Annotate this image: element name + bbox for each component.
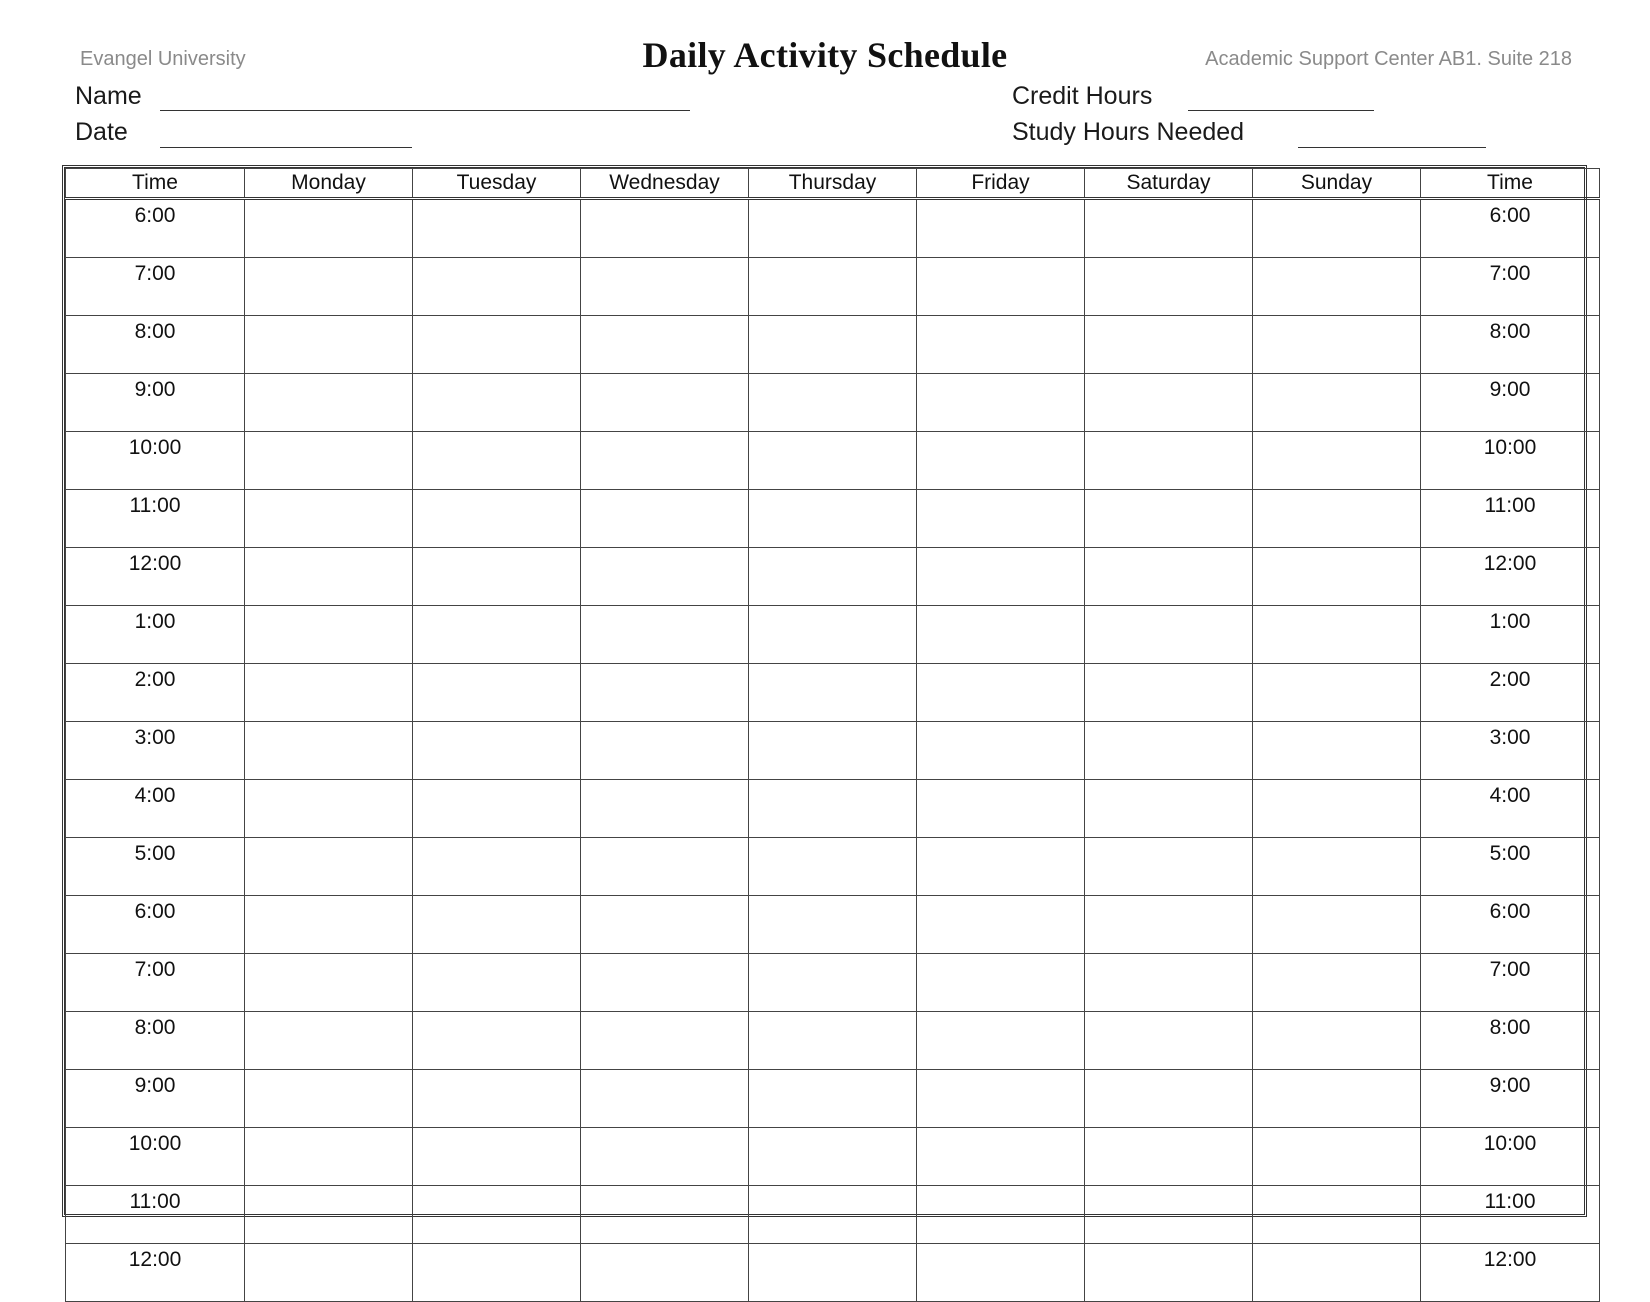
time-label-left: 10:00 [66,432,245,490]
schedule-cell[interactable] [581,722,749,780]
name-field[interactable] [160,110,690,111]
schedule-cell[interactable] [245,1128,413,1186]
schedule-cell[interactable] [1253,838,1421,896]
time-label-left: 11:00 [66,490,245,548]
schedule-cell[interactable] [413,1128,581,1186]
study-hours-label: Study Hours Needed [1012,118,1245,146]
schedule-cell[interactable] [1085,490,1253,548]
schedule-cell[interactable] [245,664,413,722]
time-label-left: 8:00 [66,1012,245,1070]
schedule-cell[interactable] [1085,1244,1253,1302]
schedule-cell[interactable] [413,1012,581,1070]
column-header: Friday [917,169,1085,199]
schedule-cell[interactable] [413,374,581,432]
time-label-right: 11:00 [1421,1186,1600,1244]
schedule-cell[interactable] [413,722,581,780]
schedule-cell[interactable] [413,199,581,258]
time-label-left: 1:00 [66,606,245,664]
schedule-cell[interactable] [245,722,413,780]
time-label-right: 4:00 [1421,780,1600,838]
schedule-cell[interactable] [581,838,749,896]
schedule-cell[interactable] [581,1186,749,1244]
schedule-cell[interactable] [749,1244,917,1302]
schedule-cell[interactable] [917,838,1085,896]
schedule-cell[interactable] [917,199,1085,258]
time-label-right: 2:00 [1421,664,1600,722]
schedule-body [66,199,1600,1302]
schedule-cell[interactable] [581,1070,749,1128]
schedule-cell[interactable] [1253,1012,1421,1070]
schedule-cell[interactable] [413,954,581,1012]
time-label-left: 2:00 [66,664,245,722]
schedule-cell[interactable] [245,199,413,258]
schedule-cell[interactable] [1253,548,1421,606]
schedule-cell[interactable] [1253,258,1421,316]
column-header: Time [66,169,245,199]
schedule-cell[interactable] [1085,258,1253,316]
schedule-cell[interactable] [581,1128,749,1186]
time-label-left: 9:00 [66,1070,245,1128]
schedule-cell[interactable] [245,374,413,432]
schedule-cell[interactable] [1085,374,1253,432]
schedule-cell[interactable] [917,490,1085,548]
time-label-right: 7:00 [1421,258,1600,316]
schedule-cell[interactable] [413,896,581,954]
time-row [66,432,1600,490]
schedule-cell[interactable] [413,1244,581,1302]
schedule-cell[interactable] [917,780,1085,838]
header-row [66,169,1600,199]
time-label-left: 10:00 [66,1128,245,1186]
time-label-right: 11:00 [1421,490,1600,548]
time-label-left: 7:00 [66,954,245,1012]
time-label-left: 6:00 [66,199,245,258]
schedule-cell[interactable] [1085,896,1253,954]
column-header: Saturday [1085,169,1253,199]
schedule-cell[interactable] [1085,954,1253,1012]
schedule-cell[interactable] [1253,432,1421,490]
schedule-cell[interactable] [749,490,917,548]
schedule-cell[interactable] [917,896,1085,954]
schedule-cell[interactable] [917,664,1085,722]
schedule-cell[interactable] [581,954,749,1012]
schedule-cell[interactable] [749,1128,917,1186]
schedule-cell[interactable] [245,954,413,1012]
schedule-cell[interactable] [581,548,749,606]
date-field[interactable] [160,147,412,148]
schedule-cell[interactable] [917,1012,1085,1070]
schedule-cell[interactable] [245,1070,413,1128]
time-label-right: 7:00 [1421,954,1600,1012]
schedule-cell[interactable] [413,1186,581,1244]
schedule-cell[interactable] [917,1070,1085,1128]
schedule-cell[interactable] [581,432,749,490]
schedule-cell[interactable] [413,548,581,606]
time-label-right: 5:00 [1421,838,1600,896]
column-header: Monday [245,169,413,199]
time-label-right: 12:00 [1421,548,1600,606]
schedule-cell[interactable] [245,838,413,896]
time-row [66,1244,1600,1302]
schedule-cell[interactable] [1085,1070,1253,1128]
schedule-cell[interactable] [581,374,749,432]
time-label-right: 6:00 [1421,199,1600,258]
schedule-cell[interactable] [1085,780,1253,838]
schedule-cell[interactable] [413,1070,581,1128]
time-row [66,896,1600,954]
schedule-cell[interactable] [1085,1186,1253,1244]
schedule-cell[interactable] [1253,954,1421,1012]
schedule-cell[interactable] [1253,1128,1421,1186]
time-row [66,1186,1600,1244]
column-header: Tuesday [413,169,581,199]
schedule-cell[interactable] [749,258,917,316]
schedule-cell[interactable] [1085,316,1253,374]
time-row [66,316,1600,374]
schedule-cell[interactable] [1085,432,1253,490]
credit-hours-field[interactable] [1188,110,1374,111]
time-label-left: 8:00 [66,316,245,374]
schedule-table [65,168,1600,1302]
time-label-left: 12:00 [66,548,245,606]
schedule-cell[interactable] [917,606,1085,664]
schedule-cell[interactable] [1253,374,1421,432]
time-row [66,722,1600,780]
schedule-cell[interactable] [245,258,413,316]
schedule-cell[interactable] [749,548,917,606]
schedule-cell[interactable] [749,316,917,374]
time-label-right: 9:00 [1421,374,1600,432]
schedule-cell[interactable] [917,1244,1085,1302]
schedule-cell[interactable] [1253,1070,1421,1128]
schedule-cell[interactable] [917,258,1085,316]
time-label-left: 3:00 [66,722,245,780]
schedule-cell[interactable] [1085,1128,1253,1186]
schedule-cell[interactable] [749,199,917,258]
schedule-cell[interactable] [245,896,413,954]
schedule-cell[interactable] [581,780,749,838]
schedule-cell[interactable] [1085,548,1253,606]
schedule-cell[interactable] [749,896,917,954]
schedule-cell[interactable] [581,664,749,722]
column-header: Time [1421,169,1600,199]
schedule-cell[interactable] [581,316,749,374]
schedule-cell[interactable] [917,954,1085,1012]
schedule-cell[interactable] [749,606,917,664]
schedule-cell[interactable] [245,1244,413,1302]
schedule-cell[interactable] [1253,896,1421,954]
schedule-cell[interactable] [1253,780,1421,838]
schedule-cell[interactable] [581,199,749,258]
schedule-cell[interactable] [749,954,917,1012]
study-hours-field[interactable] [1298,147,1486,148]
schedule-cell[interactable] [581,606,749,664]
schedule-cell[interactable] [581,1012,749,1070]
schedule-cell[interactable] [749,432,917,490]
schedule-cell[interactable] [245,548,413,606]
schedule-cell[interactable] [1253,606,1421,664]
time-row [66,490,1600,548]
schedule-cell[interactable] [413,606,581,664]
time-row [66,664,1600,722]
time-row [66,954,1600,1012]
schedule-cell[interactable] [1253,316,1421,374]
schedule-cell[interactable] [749,780,917,838]
page-title: Daily Activity Schedule [642,35,1008,75]
schedule-cell[interactable] [749,664,917,722]
time-label-left: 12:00 [66,1244,245,1302]
time-row [66,1070,1600,1128]
schedule-cell[interactable] [1085,606,1253,664]
time-row [66,1128,1600,1186]
schedule-cell[interactable] [245,316,413,374]
time-row [66,258,1600,316]
time-label-left: 9:00 [66,374,245,432]
schedule-cell[interactable] [413,258,581,316]
schedule-cell[interactable] [581,490,749,548]
time-label-right: 12:00 [1421,1244,1600,1302]
time-label-left: 7:00 [66,258,245,316]
schedule-cell[interactable] [749,1186,917,1244]
time-row [66,548,1600,606]
time-row [66,780,1600,838]
schedule-cell[interactable] [917,722,1085,780]
time-label-right: 9:00 [1421,1070,1600,1128]
time-row [66,838,1600,896]
schedule-cell[interactable] [413,490,581,548]
schedule-cell[interactable] [245,606,413,664]
schedule-cell[interactable] [1085,199,1253,258]
schedule-cell[interactable] [749,722,917,780]
schedule-cell[interactable] [245,1186,413,1244]
schedule-cell[interactable] [1085,838,1253,896]
schedule-cell[interactable] [581,258,749,316]
schedule-cell[interactable] [749,838,917,896]
time-label-left: 11:00 [66,1186,245,1244]
time-label-right: 3:00 [1421,722,1600,780]
time-label-right: 6:00 [1421,896,1600,954]
time-label-left: 4:00 [66,780,245,838]
schedule-cell[interactable] [413,316,581,374]
schedule-cell[interactable] [245,780,413,838]
schedule-cell[interactable] [581,1244,749,1302]
schedule-grid [62,165,1587,1271]
schedule-cell[interactable] [917,432,1085,490]
schedule-cell[interactable] [413,780,581,838]
time-row [66,374,1600,432]
time-label-right: 8:00 [1421,1012,1600,1070]
schedule-cell[interactable] [1253,199,1421,258]
schedule-cell[interactable] [581,896,749,954]
org-name: Evangel University [80,48,246,70]
schedule-cell[interactable] [917,1186,1085,1244]
time-label-right: 8:00 [1421,316,1600,374]
schedule-cell[interactable] [245,490,413,548]
credit-hours-label: Credit Hours [1012,82,1153,110]
schedule-cell[interactable] [413,664,581,722]
schedule-cell[interactable] [917,1128,1085,1186]
schedule-cell[interactable] [1085,1012,1253,1070]
schedule-cell[interactable] [749,374,917,432]
schedule-cell[interactable] [1253,1186,1421,1244]
schedule-cell[interactable] [1253,722,1421,780]
schedule-cell[interactable] [1253,664,1421,722]
time-label-right: 1:00 [1421,606,1600,664]
schedule-cell[interactable] [1253,1244,1421,1302]
column-header: Wednesday [581,169,749,199]
time-label-right: 10:00 [1421,432,1600,490]
schedule-cell[interactable] [413,432,581,490]
schedule-cell[interactable] [749,1012,917,1070]
date-label: Date [75,118,128,146]
schedule-cell[interactable] [917,316,1085,374]
schedule-cell[interactable] [413,838,581,896]
time-row [66,199,1600,258]
schedule-cell[interactable] [1085,722,1253,780]
column-header: Thursday [749,169,917,199]
schedule-cell[interactable] [749,1070,917,1128]
name-label: Name [75,82,142,110]
time-row [66,1012,1600,1070]
schedule-cell[interactable] [245,432,413,490]
schedule-cell[interactable] [1253,490,1421,548]
location-text: Academic Support Center AB1. Suite 218 [1205,48,1572,70]
schedule-cell[interactable] [245,1012,413,1070]
schedule-cell[interactable] [917,548,1085,606]
time-label-left: 5:00 [66,838,245,896]
column-header: Sunday [1253,169,1421,199]
schedule-cell[interactable] [917,374,1085,432]
time-label-right: 10:00 [1421,1128,1600,1186]
schedule-cell[interactable] [1085,664,1253,722]
time-label-left: 6:00 [66,896,245,954]
time-row [66,606,1600,664]
